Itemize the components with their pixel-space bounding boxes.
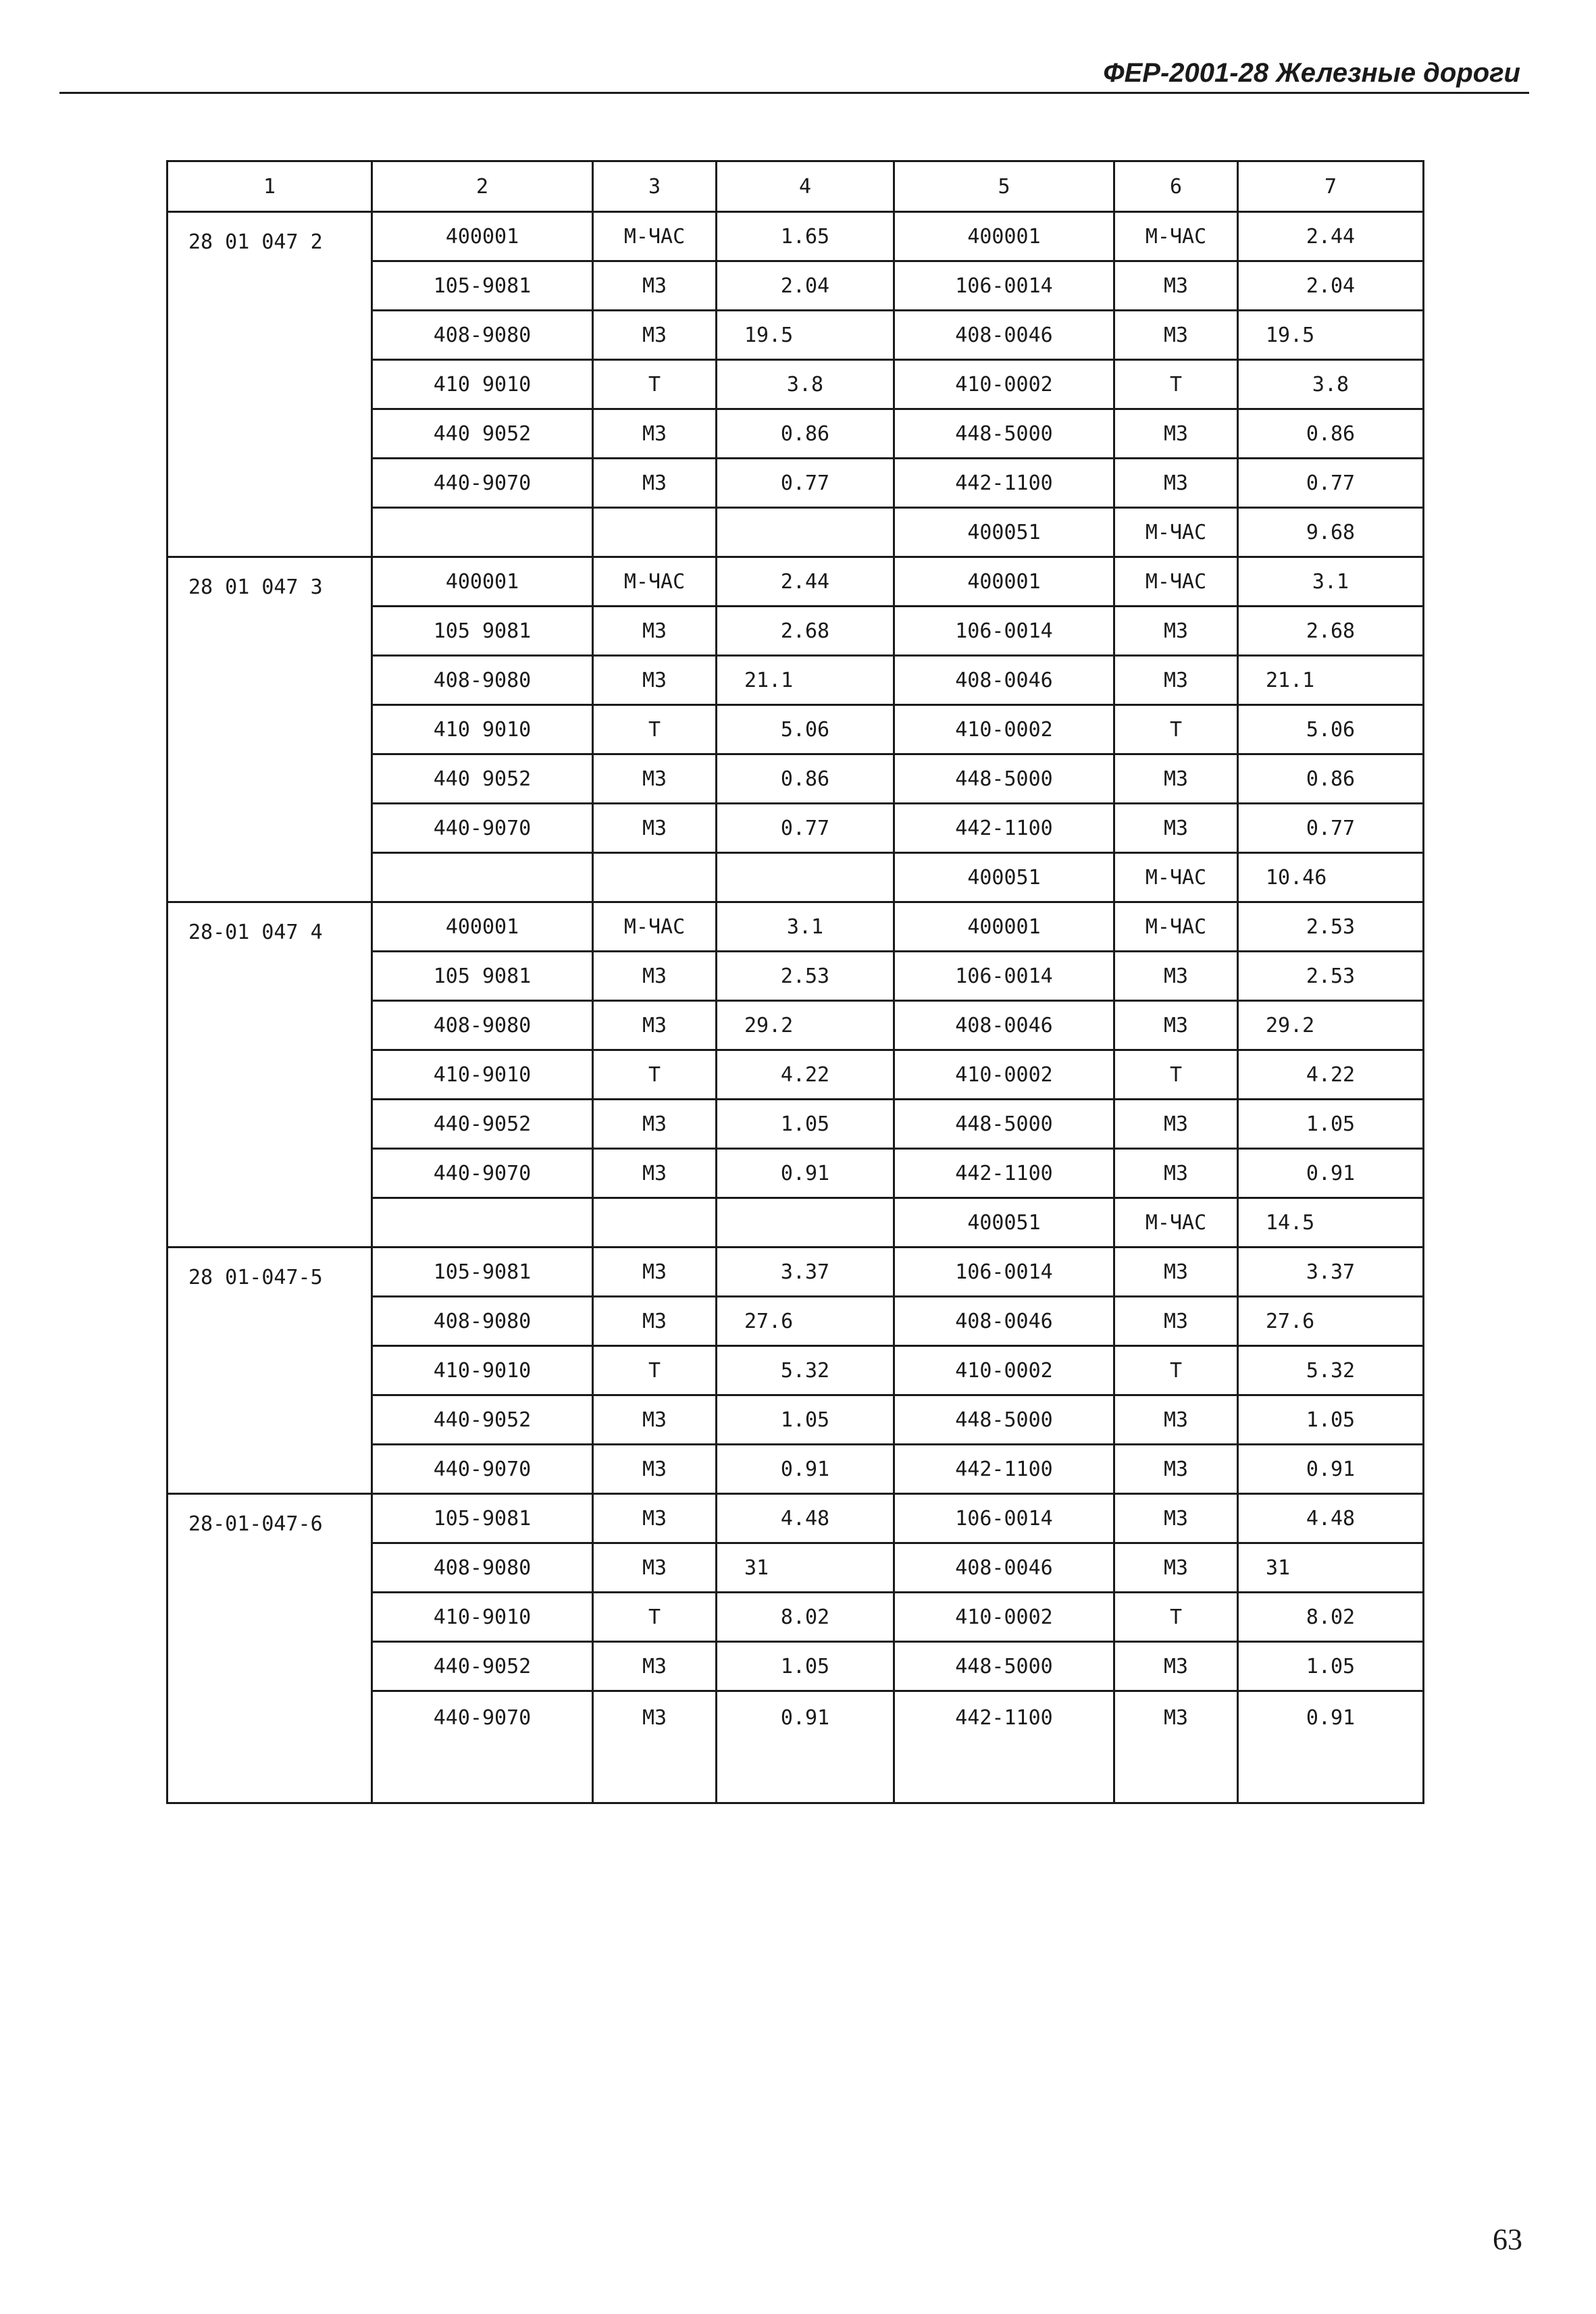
- resource-code-cell: 440-9070: [372, 1445, 593, 1494]
- unit-cell: М3: [593, 1395, 717, 1445]
- replacement-code-cell: 408-0046: [894, 1297, 1114, 1346]
- unit-cell: М3: [593, 459, 717, 508]
- replacement-quantity-cell: 9.68: [1238, 508, 1424, 557]
- replacement-quantity-cell: 2.04: [1238, 261, 1424, 311]
- resource-code-cell: 440 9052: [372, 754, 593, 804]
- resource-code-cell: 440-9070: [372, 1691, 593, 1803]
- replacement-unit-cell: Т: [1114, 360, 1238, 409]
- quantity-cell: 0.91: [717, 1149, 894, 1198]
- resource-code-cell: 410-9010: [372, 1593, 593, 1642]
- unit-cell: М3: [593, 1001, 717, 1050]
- table-row: [168, 557, 1424, 607]
- resource-code-cell: 440-9070: [372, 1149, 593, 1198]
- quantity-cell: 29.2: [717, 1001, 894, 1050]
- replacement-code-cell: 106-0014: [894, 607, 1114, 656]
- replacement-code-cell: 442-1100: [894, 1691, 1114, 1803]
- quantity-cell: 0.86: [717, 754, 894, 804]
- replacement-unit-cell: М3: [1114, 804, 1238, 853]
- quantity-cell: 1.65: [717, 212, 894, 261]
- replacement-code-cell: 448-5000: [894, 1395, 1114, 1445]
- quantity-cell: 0.77: [717, 459, 894, 508]
- resource-code-cell: [372, 508, 593, 557]
- quantity-cell: 2.68: [717, 607, 894, 656]
- replacement-code-cell: 106-0014: [894, 261, 1114, 311]
- quantity-cell: 3.37: [717, 1248, 894, 1297]
- replacement-quantity-cell: 1.05: [1238, 1395, 1424, 1445]
- unit-cell: М3: [593, 754, 717, 804]
- replacement-unit-cell: М-ЧАС: [1114, 508, 1238, 557]
- resource-code-cell: 408-9080: [372, 311, 593, 360]
- resource-code-cell: 410-9010: [372, 1050, 593, 1100]
- replacement-unit-cell: М-ЧАС: [1114, 212, 1238, 261]
- replacement-quantity-cell: 0.91: [1238, 1691, 1424, 1803]
- unit-cell: М3: [593, 607, 717, 656]
- replacement-unit-cell: Т: [1114, 1593, 1238, 1642]
- unit-cell: М3: [593, 1248, 717, 1297]
- unit-cell: М-ЧАС: [593, 212, 717, 261]
- replacement-code-cell: 408-0046: [894, 1001, 1114, 1050]
- resource-code-cell: 440 9052: [372, 409, 593, 459]
- quantity-cell: 3.1: [717, 902, 894, 952]
- resource-code-cell: 400001: [372, 212, 593, 261]
- replacement-quantity-cell: 0.86: [1238, 754, 1424, 804]
- column-number: 2: [372, 161, 593, 212]
- replacement-code-cell: 408-0046: [894, 656, 1114, 705]
- quantity-cell: 27.6: [717, 1297, 894, 1346]
- resource-code-cell: 440-9070: [372, 459, 593, 508]
- resource-code-cell: 408-9080: [372, 1001, 593, 1050]
- unit-cell: М3: [593, 1494, 717, 1543]
- replacement-code-cell: 448-5000: [894, 1100, 1114, 1149]
- replacement-unit-cell: М3: [1114, 754, 1238, 804]
- norm-code-cell: 28 01 047 3: [168, 557, 372, 902]
- replacement-unit-cell: М-ЧАС: [1114, 902, 1238, 952]
- replacement-code-cell: 408-0046: [894, 311, 1114, 360]
- table-row: [168, 902, 1424, 952]
- unit-cell: [593, 1198, 717, 1248]
- column-number: 4: [717, 161, 894, 212]
- replacement-unit-cell: М3: [1114, 1691, 1238, 1803]
- norm-code-cell: 28-01-047-6: [168, 1494, 372, 1803]
- replacement-quantity-cell: 3.8: [1238, 360, 1424, 409]
- column-number: 1: [168, 161, 372, 212]
- replacement-code-cell: 442-1100: [894, 459, 1114, 508]
- replacement-quantity-cell: 2.68: [1238, 607, 1424, 656]
- replacement-unit-cell: М3: [1114, 952, 1238, 1001]
- replacement-code-cell: 400051: [894, 508, 1114, 557]
- replacement-unit-cell: М3: [1114, 1395, 1238, 1445]
- unit-cell: М3: [593, 1149, 717, 1198]
- resource-code-cell: 400001: [372, 557, 593, 607]
- unit-cell: М3: [593, 1642, 717, 1691]
- replacement-code-cell: 442-1100: [894, 804, 1114, 853]
- replacement-unit-cell: М3: [1114, 409, 1238, 459]
- resource-code-cell: [372, 853, 593, 902]
- unit-cell: [593, 853, 717, 902]
- table-row: [168, 212, 1424, 261]
- replacement-unit-cell: М3: [1114, 1297, 1238, 1346]
- column-number: 5: [894, 161, 1114, 212]
- replacement-code-cell: 106-0014: [894, 1494, 1114, 1543]
- norm-code-cell: 28-01 047 4: [168, 902, 372, 1248]
- resource-code-cell: 400001: [372, 902, 593, 952]
- replacement-code-cell: 410-0002: [894, 1593, 1114, 1642]
- replacement-unit-cell: М3: [1114, 311, 1238, 360]
- quantity-cell: 2.44: [717, 557, 894, 607]
- replacement-code-cell: 442-1100: [894, 1445, 1114, 1494]
- unit-cell: Т: [593, 1593, 717, 1642]
- replacement-unit-cell: М3: [1114, 656, 1238, 705]
- replacement-code-cell: 400001: [894, 557, 1114, 607]
- replacement-quantity-cell: 21.1: [1238, 656, 1424, 705]
- replacement-quantity-cell: 3.1: [1238, 557, 1424, 607]
- quantity-cell: 31: [717, 1543, 894, 1593]
- replacement-unit-cell: Т: [1114, 705, 1238, 754]
- unit-cell: Т: [593, 1050, 717, 1100]
- replacement-quantity-cell: 0.77: [1238, 459, 1424, 508]
- resource-code-cell: 440-9052: [372, 1395, 593, 1445]
- replacement-unit-cell: М3: [1114, 607, 1238, 656]
- quantity-cell: 1.05: [717, 1100, 894, 1149]
- unit-cell: М3: [593, 656, 717, 705]
- replacement-code-cell: 408-0046: [894, 1543, 1114, 1593]
- replacement-code-cell: 410-0002: [894, 360, 1114, 409]
- unit-cell: М3: [593, 1297, 717, 1346]
- quantity-cell: 5.32: [717, 1346, 894, 1395]
- replacement-unit-cell: М-ЧАС: [1114, 557, 1238, 607]
- replacement-unit-cell: Т: [1114, 1346, 1238, 1395]
- page-number: 63: [1493, 2223, 1522, 2256]
- replacement-quantity-cell: 5.06: [1238, 705, 1424, 754]
- quantity-cell: 0.91: [717, 1691, 894, 1803]
- replacement-unit-cell: М-ЧАС: [1114, 1198, 1238, 1248]
- replacement-quantity-cell: 1.05: [1238, 1100, 1424, 1149]
- unit-cell: М3: [593, 409, 717, 459]
- replacement-quantity-cell: 4.48: [1238, 1494, 1424, 1543]
- replacement-unit-cell: М3: [1114, 459, 1238, 508]
- quantity-cell: 4.22: [717, 1050, 894, 1100]
- header-rule: [59, 92, 1529, 94]
- resource-code-cell: 410 9010: [372, 360, 593, 409]
- replacement-quantity-cell: 14.5: [1238, 1198, 1424, 1248]
- norms-table-body: [168, 161, 1424, 1803]
- quantity-cell: 5.06: [717, 705, 894, 754]
- unit-cell: М3: [593, 1445, 717, 1494]
- replacement-quantity-cell: 0.86: [1238, 409, 1424, 459]
- replacement-code-cell: 448-5000: [894, 409, 1114, 459]
- table-row: [168, 1494, 1424, 1543]
- replacement-code-cell: 442-1100: [894, 1149, 1114, 1198]
- replacement-unit-cell: М3: [1114, 1149, 1238, 1198]
- replacement-quantity-cell: 4.22: [1238, 1050, 1424, 1100]
- replacement-unit-cell: М3: [1114, 261, 1238, 311]
- replacement-quantity-cell: 10.46: [1238, 853, 1424, 902]
- resource-code-cell: 410 9010: [372, 705, 593, 754]
- unit-cell: М3: [593, 804, 717, 853]
- replacement-code-cell: 448-5000: [894, 1642, 1114, 1691]
- replacement-quantity-cell: 1.05: [1238, 1642, 1424, 1691]
- replacement-quantity-cell: 0.91: [1238, 1445, 1424, 1494]
- replacement-unit-cell: М-ЧАС: [1114, 853, 1238, 902]
- unit-cell: М3: [593, 261, 717, 311]
- replacement-code-cell: 400001: [894, 212, 1114, 261]
- replacement-code-cell: 106-0014: [894, 952, 1114, 1001]
- replacement-unit-cell: М3: [1114, 1248, 1238, 1297]
- resource-code-cell: 105-9081: [372, 261, 593, 311]
- quantity-cell: [717, 508, 894, 557]
- replacement-code-cell: 410-0002: [894, 1346, 1114, 1395]
- resource-code-cell: 105 9081: [372, 607, 593, 656]
- resource-code-cell: 105-9081: [372, 1494, 593, 1543]
- unit-cell: М3: [593, 952, 717, 1001]
- quantity-cell: 19.5: [717, 311, 894, 360]
- replacement-unit-cell: М3: [1114, 1001, 1238, 1050]
- replacement-quantity-cell: 2.44: [1238, 212, 1424, 261]
- norm-code-cell: 28 01 047 2: [168, 212, 372, 557]
- quantity-cell: 1.05: [717, 1395, 894, 1445]
- quantity-cell: 21.1: [717, 656, 894, 705]
- quantity-cell: [717, 1198, 894, 1248]
- column-number: 7: [1238, 161, 1424, 212]
- replacement-quantity-cell: 31: [1238, 1543, 1424, 1593]
- replacement-unit-cell: М3: [1114, 1543, 1238, 1593]
- replacement-quantity-cell: 0.77: [1238, 804, 1424, 853]
- replacement-code-cell: 400051: [894, 853, 1114, 902]
- unit-cell: М-ЧАС: [593, 902, 717, 952]
- replacement-quantity-cell: 8.02: [1238, 1593, 1424, 1642]
- resource-code-cell: 410-9010: [372, 1346, 593, 1395]
- replacement-unit-cell: М3: [1114, 1494, 1238, 1543]
- replacement-quantity-cell: 5.32: [1238, 1346, 1424, 1395]
- table-row: [168, 1248, 1424, 1297]
- quantity-cell: 0.86: [717, 409, 894, 459]
- replacement-unit-cell: М3: [1114, 1445, 1238, 1494]
- resource-code-cell: 408-9080: [372, 656, 593, 705]
- unit-cell: [593, 508, 717, 557]
- quantity-cell: 3.8: [717, 360, 894, 409]
- quantity-cell: 8.02: [717, 1593, 894, 1642]
- resource-code-cell: 105-9081: [372, 1248, 593, 1297]
- replacement-code-cell: 400051: [894, 1198, 1114, 1248]
- resource-code-cell: 440-9052: [372, 1642, 593, 1691]
- unit-cell: М3: [593, 311, 717, 360]
- replacement-quantity-cell: 29.2: [1238, 1001, 1424, 1050]
- quantity-cell: 0.77: [717, 804, 894, 853]
- norm-code-cell: 28 01-047-5: [168, 1248, 372, 1494]
- norms-table: [166, 160, 1424, 1804]
- unit-cell: Т: [593, 1346, 717, 1395]
- quantity-cell: 2.04: [717, 261, 894, 311]
- column-number: 6: [1114, 161, 1238, 212]
- replacement-code-cell: 400001: [894, 902, 1114, 952]
- resource-code-cell: 105 9081: [372, 952, 593, 1001]
- unit-cell: М3: [593, 1691, 717, 1803]
- replacement-quantity-cell: 19.5: [1238, 311, 1424, 360]
- quantity-cell: 0.91: [717, 1445, 894, 1494]
- unit-cell: М-ЧАС: [593, 557, 717, 607]
- replacement-quantity-cell: 27.6: [1238, 1297, 1424, 1346]
- unit-cell: М3: [593, 1100, 717, 1149]
- unit-cell: Т: [593, 705, 717, 754]
- replacement-quantity-cell: 2.53: [1238, 902, 1424, 952]
- replacement-quantity-cell: 3.37: [1238, 1248, 1424, 1297]
- unit-cell: Т: [593, 360, 717, 409]
- replacement-unit-cell: М3: [1114, 1100, 1238, 1149]
- column-number: 3: [593, 161, 717, 212]
- resource-code-cell: [372, 1198, 593, 1248]
- replacement-code-cell: 448-5000: [894, 754, 1114, 804]
- replacement-quantity-cell: 2.53: [1238, 952, 1424, 1001]
- column-number-row: [168, 161, 1424, 212]
- resource-code-cell: 408-9080: [372, 1297, 593, 1346]
- quantity-cell: 1.05: [717, 1642, 894, 1691]
- quantity-cell: 4.48: [717, 1494, 894, 1543]
- replacement-code-cell: 410-0002: [894, 705, 1114, 754]
- resource-code-cell: 408-9080: [372, 1543, 593, 1593]
- replacement-code-cell: 410-0002: [894, 1050, 1114, 1100]
- replacement-code-cell: 106-0014: [894, 1248, 1114, 1297]
- quantity-cell: 2.53: [717, 952, 894, 1001]
- replacement-quantity-cell: 0.91: [1238, 1149, 1424, 1198]
- replacement-unit-cell: М3: [1114, 1642, 1238, 1691]
- replacement-unit-cell: Т: [1114, 1050, 1238, 1100]
- page-header-title: ФЕР-2001-28 Железные дороги: [1103, 58, 1520, 88]
- quantity-cell: [717, 853, 894, 902]
- resource-code-cell: 440-9070: [372, 804, 593, 853]
- unit-cell: М3: [593, 1543, 717, 1593]
- resource-code-cell: 440-9052: [372, 1100, 593, 1149]
